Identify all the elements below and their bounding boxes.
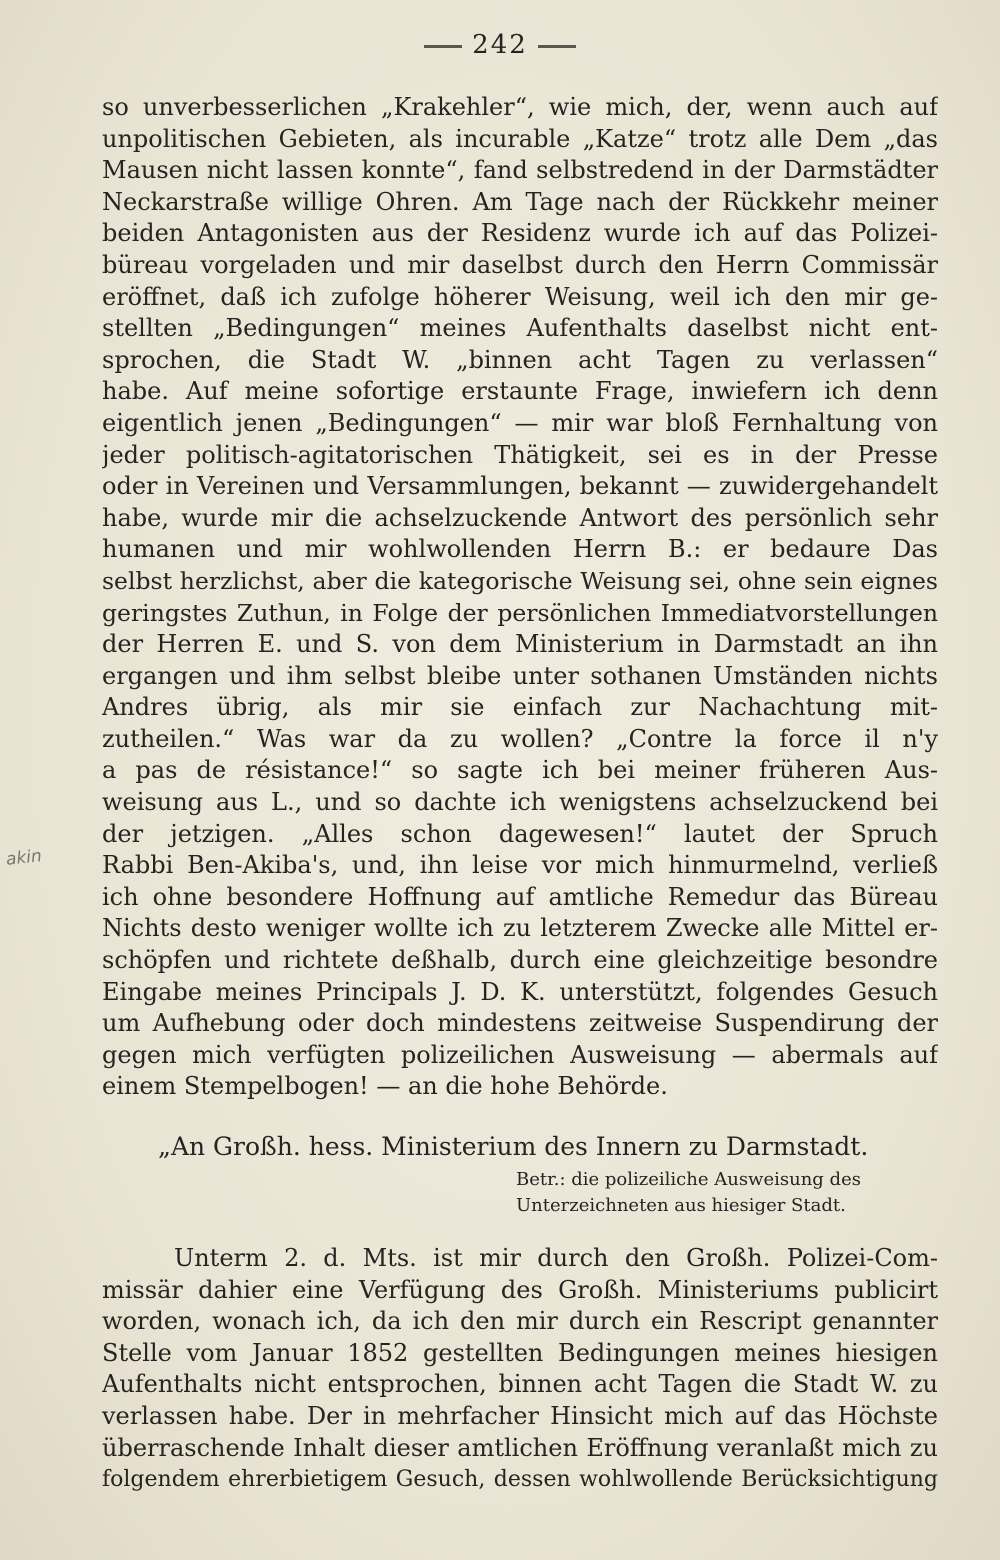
letter-body — [102, 1243, 938, 1496]
text-line: Mausen nicht lassen konnte“, fand selbstredend in der Darmstädter — [102, 156, 938, 185]
text-line: gegen mich verfügten polizeilichen Ausweisung — abermals auf — [102, 1040, 938, 1069]
section-gap — [102, 1219, 938, 1243]
text-line: Unterm 2. d. Mts. ist mir durch den Großh. Polizei-Com- — [174, 1244, 938, 1272]
text-line: Eingabe meines Principals J. D. K. unterstützt, folgendes Gesuch — [102, 977, 938, 1006]
text-line: um Aufhebung oder doch mindestens zeitweise Suspendirung der — [102, 1009, 938, 1038]
text-line: habe. Auf meine sofortige erstaunte Frage, inwiefern ich denn — [102, 377, 938, 406]
text-line: Rabbi Ben-Akiba's, und, ihn leise vor mich hinmurmelnd, verließ — [102, 851, 938, 880]
text-line: so unverbesserlichen „Krakehler“, wie mich, der, wenn auch auf — [102, 93, 938, 121]
subject-line: Betr.: die polizeiliche Ausweisung des — [516, 1169, 861, 1190]
header-rule-right — [538, 45, 576, 48]
page-number: 242 — [472, 30, 528, 60]
text-line: missär dahier eine Verfügung des Großh. Ministeriums publicirt — [102, 1275, 938, 1304]
text-line: schöpfen und richtete deßhalb, durch eine gleichzeitige besondre — [102, 946, 938, 975]
letter-subject — [102, 1167, 938, 1219]
page-header — [0, 30, 1000, 60]
text-line: a pas de résistance!“ so sagte ich bei meiner früheren Aus- — [102, 756, 938, 785]
text-line: stellten „Bedingungen“ meines Aufenthalts daselbst nicht ent- — [102, 314, 938, 343]
text-line: ich ohne besondere Hoffnung auf amtliche Remedur das Büreau — [102, 882, 938, 911]
text-line: verlassen habe. Der in mehrfacher Hinsicht mich auf das Höchste — [102, 1401, 938, 1430]
text-line: habe, wurde mir die achselzuckende Antwort des persönlich sehr — [102, 503, 938, 532]
text-line: Aufenthalts nicht entsprochen, binnen acht Tagen die Stadt W. zu — [102, 1370, 938, 1399]
text-line: überraschende Inhalt dieser amtlichen Eröffnung veranlaßt mich zu — [102, 1433, 938, 1462]
text-line: worden, wonach ich, da ich den mir durch ein Rescript genannter — [102, 1307, 938, 1336]
text-line: zutheilen.“ Was war da zu wollen? „Contre la force il n'y — [102, 724, 938, 753]
text-line: der jetzigen. „Alles schon dagewesen!“ lautet der Spruch — [102, 819, 938, 848]
page-body — [102, 92, 938, 1496]
text-line: geringstes Zuthun, in Folge der persönlichen Immediatvorstellungen — [102, 598, 938, 627]
subject-line: Unterzeichneten aus hiesiger Stadt. — [516, 1195, 846, 1216]
text-line: eröffnet, daß ich zufolge höherer Weisung, weil ich den mir ge- — [102, 282, 938, 311]
text-line: büreau vorgeladen und mir daselbst durch den Herrn Commissär — [102, 250, 938, 279]
text-line: jeder politisch-agitatorischen Thätigkeit, sei es in der Presse — [102, 440, 938, 469]
letter-address: „An Großh. hess. Ministerium des Innern zu Darmstadt. — [158, 1132, 869, 1161]
text-line: einem Stempelbogen! — an die hohe Behörde. — [102, 1072, 668, 1101]
text-line: Andres übrig, als mir sie einfach zur Nachachtung mit- — [102, 693, 938, 722]
text-line: sprochen, die Stadt W. „binnen acht Tagen zu verlassen“ — [102, 345, 938, 374]
handwritten-margin-note: akin — [5, 846, 43, 870]
section-gap — [102, 1103, 938, 1127]
text-line: oder in Vereinen und Versammlungen, bekannt — zuwidergehandelt — [102, 472, 938, 501]
text-line: eigentlich jenen „Bedingungen“ — mir war bloß Fernhaltung von — [102, 408, 938, 437]
main-paragraph — [102, 92, 938, 1103]
text-line: Nichts desto weniger wollte ich zu letzterem Zwecke alle Mittel er- — [102, 914, 938, 943]
text-line: selbst herzlichst, aber die kategorische Weisung sei, ohne sein eignes — [102, 566, 938, 595]
text-line: beiden Antagonisten aus der Residenz wurde ich auf das Polizei- — [102, 219, 938, 248]
text-line: weisung aus L., und so dachte ich wenigstens achselzuckend bei — [102, 788, 938, 817]
text-line: Stelle vom Januar 1852 gestellten Bedingungen meines hiesigen — [102, 1338, 938, 1367]
text-line: ergangen und ihm selbst bleibe unter sothanen Umständen nichts — [102, 661, 938, 690]
text-line: unpolitischen Gebieten, als incurable „Katze“ trotz alle Dem „das — [102, 124, 938, 153]
text-line: humanen und mir wohlwollenden Herrn B.: er bedaure Das — [102, 535, 938, 564]
text-line: Neckarstraße willige Ohren. Am Tage nach der Rückkehr meiner — [102, 187, 938, 216]
text-line: folgendem ehrerbietigem Gesuch, dessen wohlwollende Berücksichtigung — [102, 1467, 938, 1493]
text-line: der Herren E. und S. von dem Ministerium in Darmstadt an ihn — [102, 630, 938, 659]
header-rule-left — [424, 45, 462, 48]
